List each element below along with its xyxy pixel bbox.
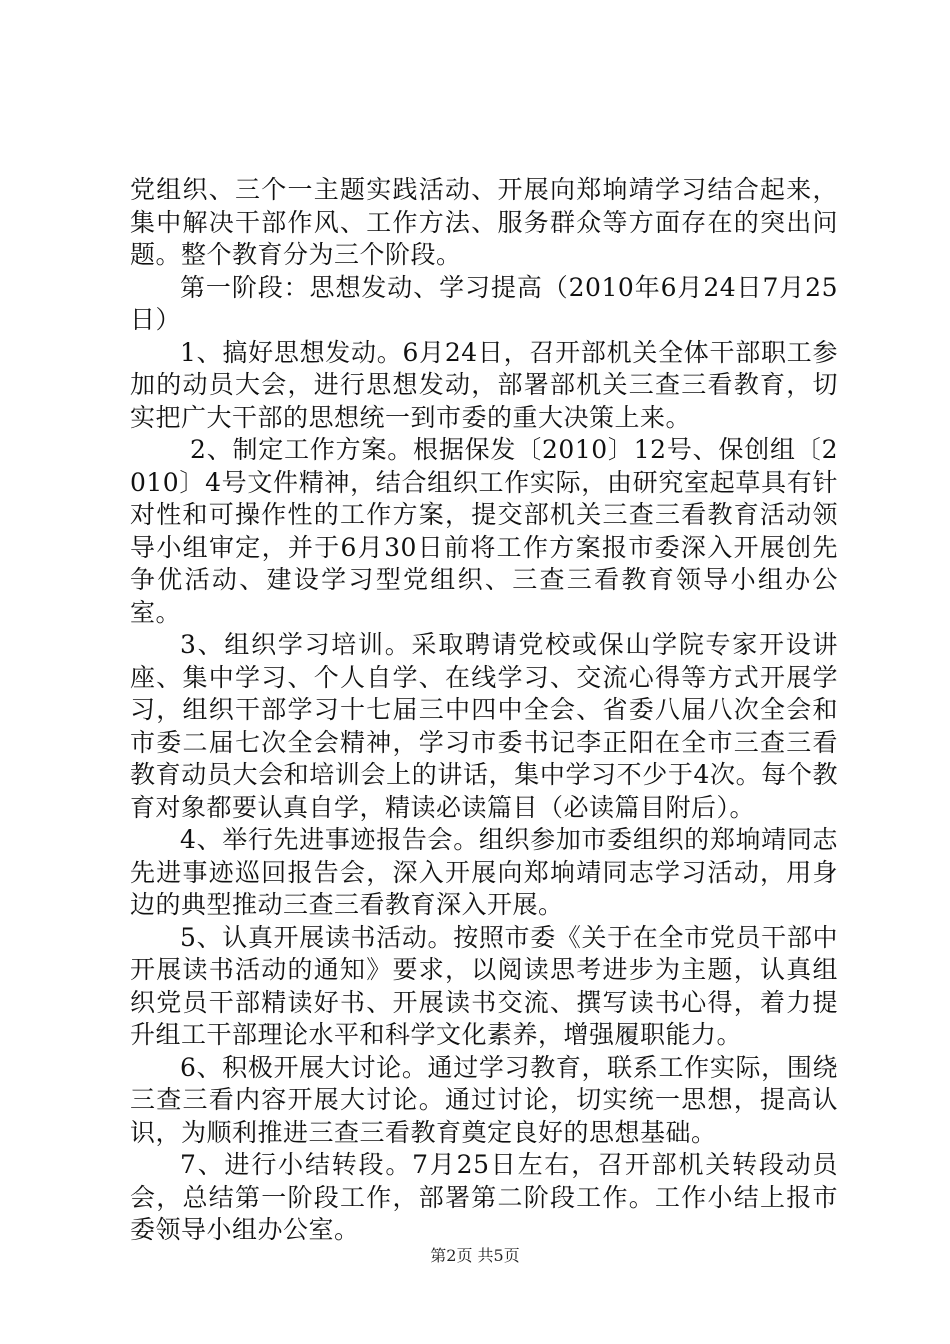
document-body <box>130 174 838 1247</box>
paragraph-intro: 党组织、三个一主题实践活动、开展向郑垧靖学习结合起来，集中解决干部作风、工作方法、服务群众等方面存在的突出问题。整个教育分为三个阶段。 <box>130 175 838 269</box>
paragraph-item-6: 6、积极开展大讨论。通过学习教育，联系工作实际，围绕三查三看内容开展大讨论。通过讨论，切实统一思想，提高认识，为顺利推进三查三看教育奠定良好的思想基础。 <box>130 1052 838 1147</box>
paragraph-item-2: 2、制定工作方案。根据保发〔2010〕12号、保创组〔2010〕4号文件精神，结合组织工作实际，由研究室起草具有针对性和可操作性的工作方案，提交部机关三查三看教育活动领导小组审定，并于6月30日前将工作方案报市委深入开展创先争优活动、建设学习型党组织、三查三看教育领导小组办公室。 <box>130 435 838 627</box>
paragraph-stage-one-heading: 第一阶段：思想发动、学习提高（2010年6月24日7月25日） <box>130 272 838 334</box>
paragraph-item-5: 5、认真开展读书活动。按照市委《关于在全市党员干部中开展读书活动的通知》要求，以阅读思考进步为主题，认真组织党员干部精读好书、开展读书交流、撰写读书心得，着力提升组工干部理论水平和科学文化素养，增强履职能力。 <box>130 922 838 1049</box>
paragraph-item-7: 7、进行小结转段。7月25日左右，召开部机关转段动员会，总结第一阶段工作，部署第二阶段工作。工作小结上报市委领导小组办公室。 <box>130 1150 838 1244</box>
paragraph-item-1: 1、搞好思想发动。6月24日，召开部机关全体干部职工参加的动员大会，进行思想发动，部署部机关三查三看教育，切实把广大干部的思想统一到市委的重大决策上来。 <box>130 337 838 432</box>
paragraph-item-3: 3、组织学习培训。采取聘请党校或保山学院专家开设讲座、集中学习、个人自学、在线学习、交流心得等方式开展学习，组织干部学习十七届三中四中全会、省委八届八次全会和市委二届七次全会精神，学习市委书记李正阳在全市三查三看教育动员大会和培训会上的讲话，集中学习不少于4次。每个教育对象都要认真自学，精读必读篇目（必读篇目附后）。 <box>130 630 838 822</box>
page-number-footer: 第2页 共5页 <box>430 1246 520 1265</box>
paragraph-item-4: 4、举行先进事迹报告会。组织参加市委组织的郑垧靖同志先进事迹巡回报告会，深入开展向郑垧靖同志学习活动，用身边的典型推动三查三看教育深入开展。 <box>130 825 838 919</box>
